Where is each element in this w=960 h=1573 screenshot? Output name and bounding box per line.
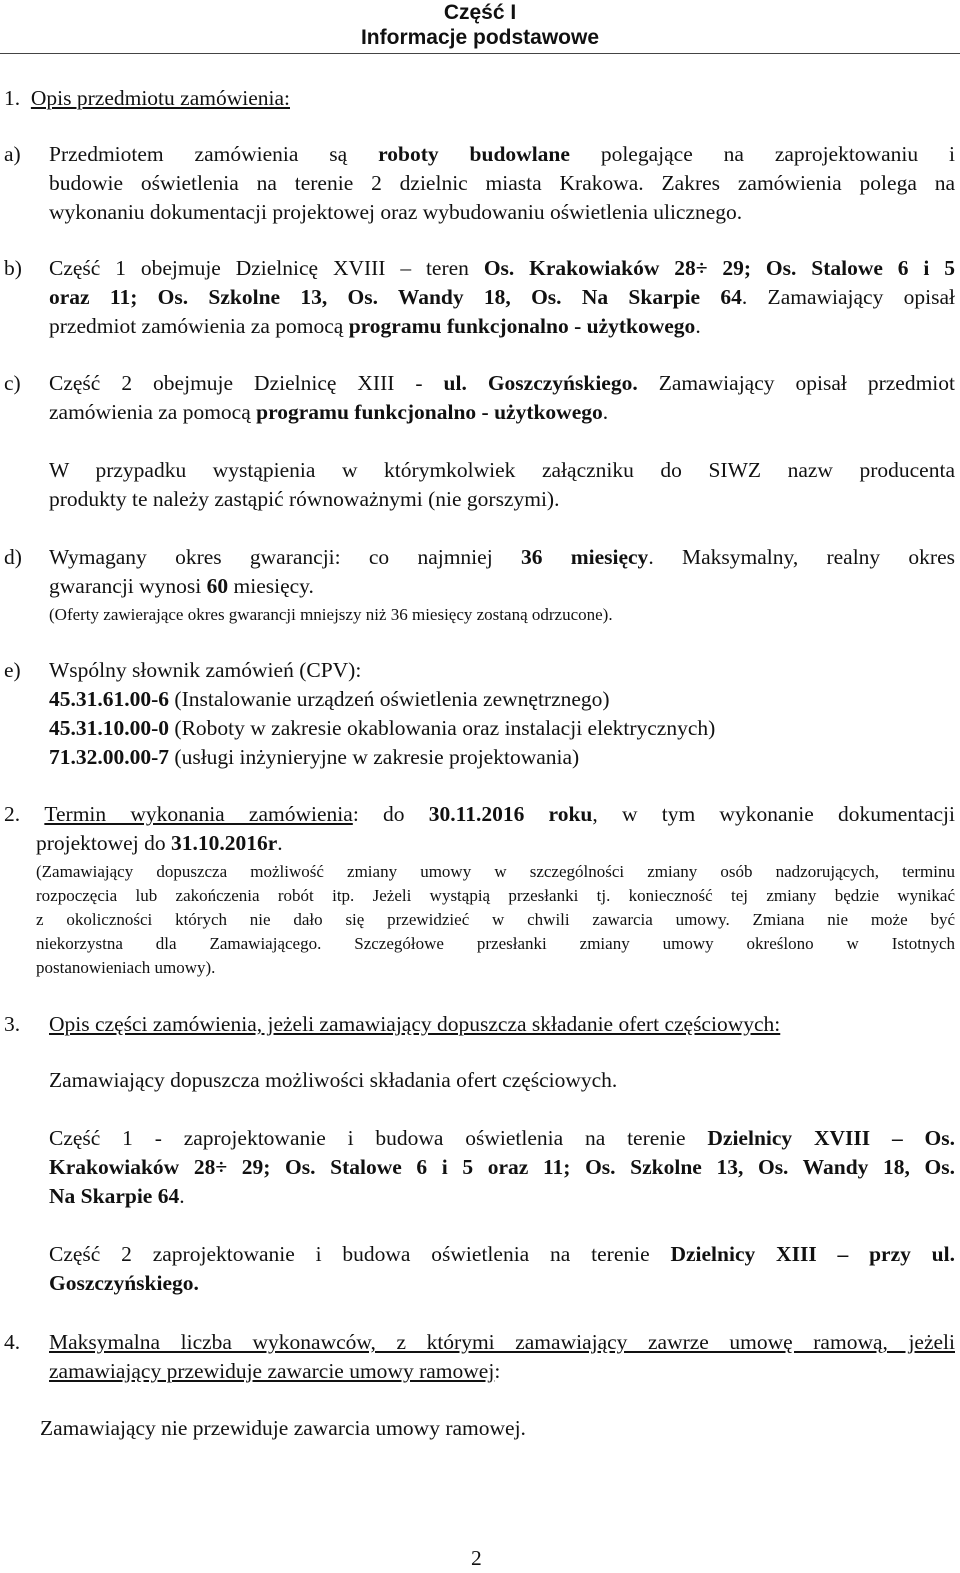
item-c-line-2: zamówienia za pomocą programu funkcjonalno - użytkowego. <box>49 400 609 424</box>
item-a-line-1: Przedmiotem zamówienia są roboty budowlane polegające na zaprojektowaniu i <box>49 142 955 166</box>
item-d-note: (Oferty zawierające okres gwarancji mniejszy niż 36 miesięcy zostaną odrzucone). <box>49 605 613 624</box>
item-b-line-2: oraz 11; Os. Szkolne 13, Os. Wandy 18, Os. Na Skarpie 64. Zamawiający opisał <box>49 285 955 309</box>
section-2-heading: Termin wykonania zamówienia <box>44 802 353 826</box>
section-2-note-line: postanowieniach umowy). <box>36 958 216 977</box>
section-4-heading-line-2: zamawiający przewiduje zawarcie umowy ramowej: <box>49 1359 501 1383</box>
section-1-heading: Opis przedmiotu zamówienia: <box>30 86 290 110</box>
cpv-heading: Wspólny słownik zamówień (CPV): <box>49 658 362 682</box>
header-divider <box>0 53 960 54</box>
section-2-line-2: projektowej do 31.10.2016r. <box>36 831 283 855</box>
section-3-part-2-line-1: Część 2 zaprojektowanie i budowa oświetlenia na terenie Dzielnicy XIII – przy ul. <box>49 1242 955 1266</box>
section-3-heading: Opis części zamówienia, jeżeli zamawiający dopuszcza składanie ofert częściowych: <box>49 1012 781 1036</box>
section-3-part-2-line-2: Goszczyńskiego. <box>49 1271 199 1295</box>
section-3-part-1-line-1: Część 1 - zaprojektowanie i budowa oświetlenia na terenie Dzielnicy XVIII – Os. <box>49 1126 955 1150</box>
section-3-part-1-line-2: Krakowiaków 28÷ 29; Os. Stalowe 6 i 5 oraz 11; Os. Szkolne 13, Os. Wandy 18, Os. <box>49 1155 955 1179</box>
item-d-line-2: gwarancji wynosi 60 miesięcy. <box>49 574 314 598</box>
section-1-number: 1. <box>4 86 21 110</box>
item-b-line-3: przedmiot zamówienia za pomocą programu funkcjonalno - użytkowego. <box>49 314 701 338</box>
item-c-label: c) <box>4 371 21 395</box>
item-a-line-3: wykonaniu dokumentacji projektowej oraz wybudowaniu oświetlenia ulicznego. <box>49 200 743 224</box>
cpv-code-row: 45.31.10.00-0 (Roboty w zakresie okablowania oraz instalacji elektrycznych) <box>49 716 716 740</box>
item-a-line-2: budowie oświetlenia na terenie 2 dzielnic miasta Krakowa. Zakres zamówienia polega na <box>49 171 955 195</box>
section-1 <box>4 84 290 113</box>
item-b-label: b) <box>4 256 22 280</box>
section-3-paragraph-1: Zamawiający dopuszcza możliwości składania ofert częściowych. <box>49 1068 618 1092</box>
section-2-note-line: rozpoczęcia lub zakończenia robót itp. Jeżeli wystąpią przesłanki tj. konieczność tej zmiany będzie wynikać <box>36 886 955 905</box>
part-title: Część I <box>443 1 517 24</box>
item-c-line-1: Część 2 obejmuje Dzielnicę XIII - ul. Goszczyńskiego. Zamawiający opisał przedmiot <box>49 371 955 395</box>
note-producers-line-2: produkty te należy zastąpić równoważnymi (nie gorszymi). <box>49 487 560 511</box>
item-d-line-1: Wymagany okres gwarancji: co najmniej 36 miesięcy. Maksymalny, realny okres <box>49 545 955 569</box>
cpv-code-row: 45.31.61.00-6 (Instalowanie urządzeń oświetlenia zewnętrznego) <box>49 687 610 711</box>
section-3-number: 3. <box>4 1012 21 1036</box>
section-3-part-1-line-3: Na Skarpie 64. <box>49 1184 185 1208</box>
item-a-label: a) <box>4 142 21 166</box>
item-d-label: d) <box>4 545 22 569</box>
cpv-code-row: 71.32.00.00-7 (usługi inżynieryjne w zakresie projektowania) <box>49 745 580 769</box>
section-4-number: 4. <box>4 1330 21 1354</box>
section-4-paragraph: Zamawiający nie przewiduje zawarcia umowy ramowej. <box>40 1416 526 1440</box>
section-2-note-line: (Zamawiający dopuszcza możliwość zmiany umowy w szczególności zmiany osób nadzorujących, terminu <box>36 862 955 881</box>
section-2-note-line: niekorzystna dla Zamawiającego. Szczegółowe przesłanki zmiany umowy określono w Istotnych <box>36 934 955 953</box>
note-producers-line-1: W przypadku wystąpienia w którymkolwiek załączniku do SIWZ nazw producenta <box>49 458 955 482</box>
section-2-number: 2. <box>4 802 21 826</box>
section-2-line-1: 2. Termin wykonania zamówienia: do 30.11.2016 roku, w tym wykonanie dokumentacji <box>4 802 955 826</box>
section-4-heading-line-1: Maksymalna liczba wykonawców, z którymi zamawiający zawrze umowę ramową, jeżeli <box>49 1330 955 1354</box>
item-b-line-1: Część 1 obejmuje Dzielnicę XVIII – teren Os. Krakowiaków 28÷ 29; Os. Stalowe 6 i 5 <box>49 256 956 280</box>
part-subtitle: Informacje podstawowe <box>360 26 600 49</box>
section-2-note-line: z okoliczności których nie dało się przewidzieć w chwili zawarcia umowy. Zmiana nie może być <box>36 910 955 929</box>
item-e-label: e) <box>4 658 21 682</box>
page-number: 2 <box>471 1546 482 1570</box>
